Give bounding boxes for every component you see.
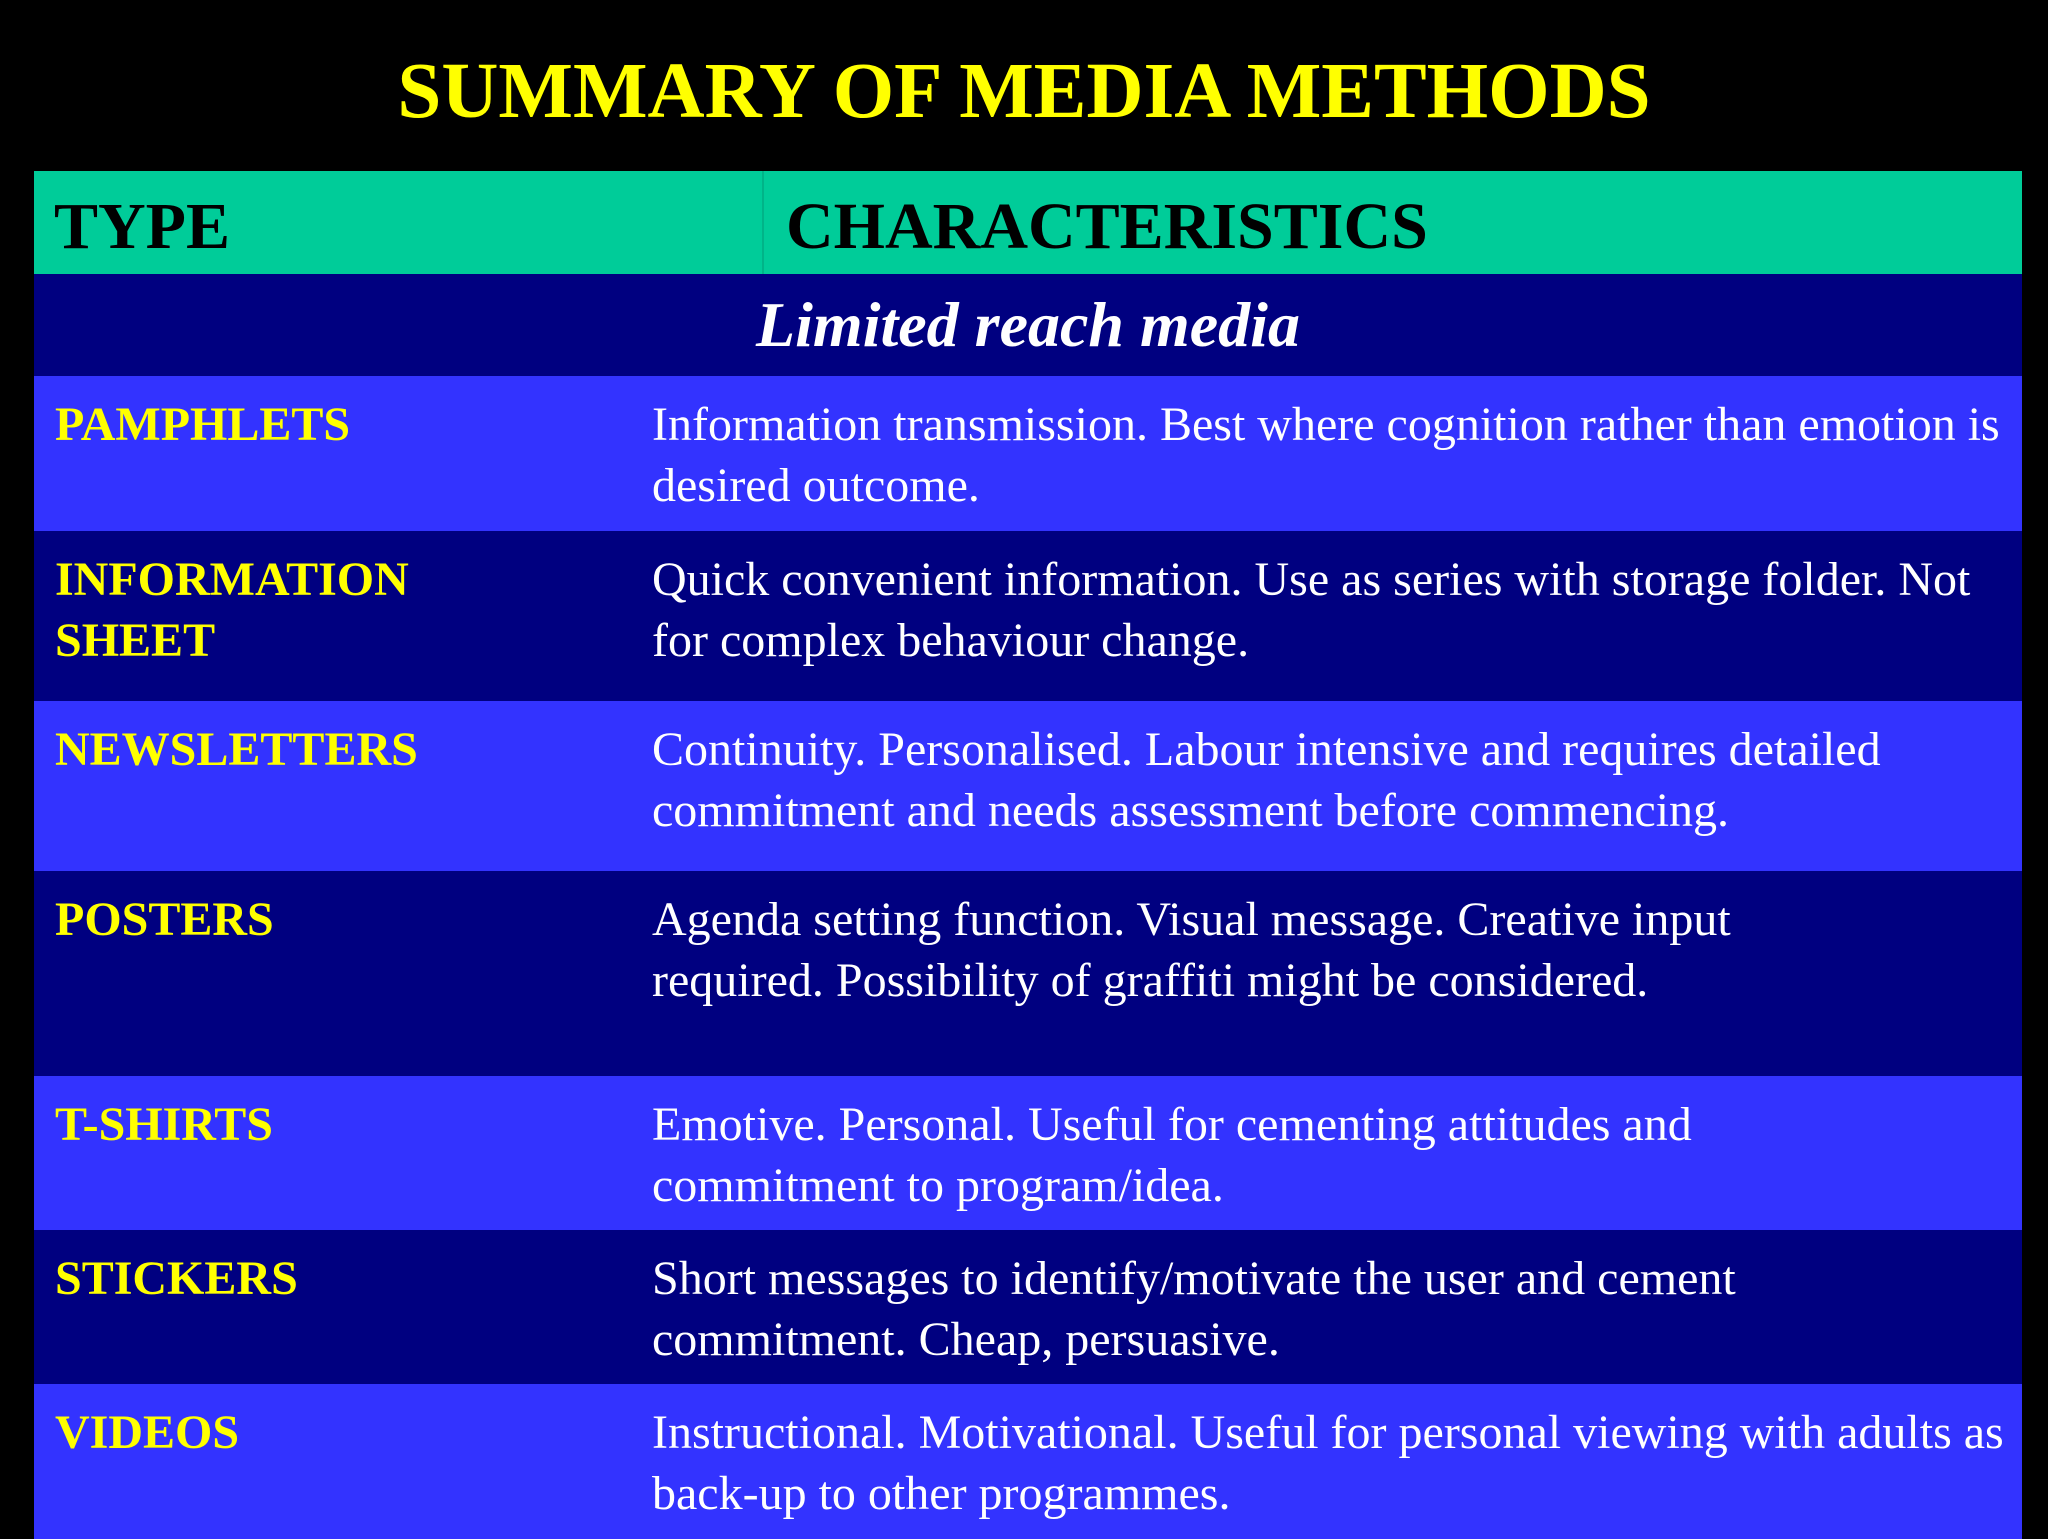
characteristics-cell: Instructional. Motivational. Useful for personal viewing with adults as back-up to other programmes. xyxy=(652,1406,2004,1520)
section-heading: Limited reach media xyxy=(34,274,2022,376)
type-cell: VIDEOS xyxy=(55,1406,240,1459)
header-characteristics: CHARACTERISTICS xyxy=(786,190,1428,263)
table-row-t-shirts xyxy=(34,1076,2022,1230)
header-type: TYPE xyxy=(54,190,231,263)
header-divider xyxy=(762,171,764,274)
type-cell: PAMPHLETS xyxy=(55,398,351,451)
characteristics-cell: Short messages to identify/motivate the user and cement commitment. Cheap, persuasive. xyxy=(652,1252,1736,1366)
slide-title: SUMMARY OF MEDIA METHODS xyxy=(397,48,1651,135)
table-row-videos xyxy=(34,1384,2022,1539)
table-row-stickers xyxy=(34,1230,2022,1384)
media-methods-table xyxy=(34,171,2022,1539)
characteristics-cell: Continuity. Personalised. Labour intensive and requires detailed commitment and needs assessment before commencing. xyxy=(652,723,1881,837)
characteristics-cell: Quick convenient information. Use as series with storage folder. Not for complex behaviour change. xyxy=(652,553,1971,667)
table-row-newsletters xyxy=(34,701,2022,871)
type-cell: STICKERS xyxy=(55,1252,298,1305)
characteristics-cell: Agenda setting function. Visual message. Creative input required. Possibility of graffiti might be considered. xyxy=(652,893,1731,1007)
type-cell: T-SHIRTS xyxy=(55,1098,273,1151)
table-row-pamphlets xyxy=(34,376,2022,531)
type-cell: NEWSLETTERS xyxy=(55,723,418,776)
characteristics-cell: Emotive. Personal. Useful for cementing attitudes and commitment to program/idea. xyxy=(652,1098,1692,1212)
type-cell: INFORMATION SHEET xyxy=(55,553,409,667)
table-header-row xyxy=(34,171,2022,274)
table-row-posters xyxy=(34,871,2022,1076)
characteristics-cell: Information transmission. Best where cognition rather than emotion is desired outcome. xyxy=(652,398,2000,512)
type-cell: POSTERS xyxy=(55,893,274,946)
table-row-information-sheet xyxy=(34,531,2022,701)
